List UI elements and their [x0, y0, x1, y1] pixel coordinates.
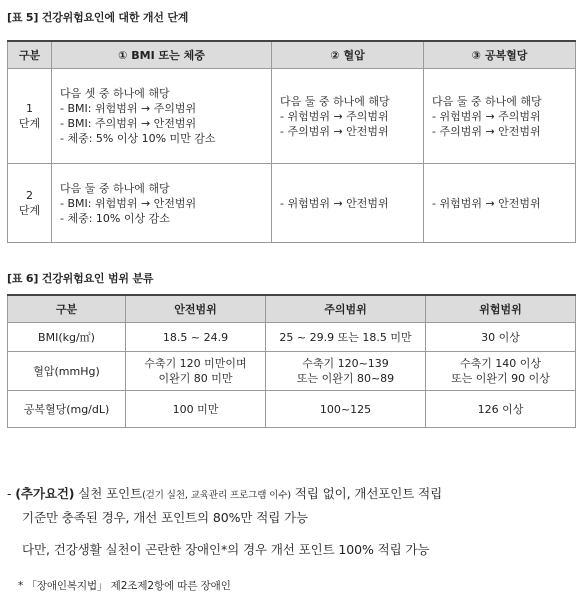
bp-cell [272, 164, 424, 243]
table6-caption: [표 6] 건강위험요인 범위 분류 [7, 272, 154, 285]
table5-header-row [8, 41, 576, 69]
cell-line: - BMI: 주의범위 → 안전범위 [60, 117, 197, 130]
table6-header: 위험범위 [426, 295, 576, 323]
stage-cell [8, 69, 52, 164]
table6-header: 주의범위 [266, 295, 426, 323]
cell-line: 다음 둘 중 하나에 해당 [60, 181, 170, 195]
stage-label: 단계 [18, 204, 41, 217]
danger-cell [426, 391, 576, 428]
caution-cell [266, 352, 426, 391]
cell-line: 30 이상 [481, 330, 520, 344]
table-row [8, 164, 576, 243]
table-row [8, 352, 576, 391]
cell-line: 18.5 ~ 24.9 [162, 330, 229, 344]
cell-line: 다음 둘 중 하나에 해당 [280, 94, 390, 108]
cell-line: 126 이상 [477, 402, 524, 416]
glucose-cell [424, 69, 576, 164]
table5-caption: [표 5] 건강위험요인에 대한 개선 단계 [7, 11, 189, 24]
cell-line: - 체중: 5% 이상 10% 미만 감소 [60, 132, 216, 145]
row-label: BMI(kg/㎡) [8, 323, 126, 352]
safe-cell [126, 391, 266, 428]
safe-cell [126, 352, 266, 391]
table-row [8, 323, 576, 352]
cell-line: 수축기 140 이상 [459, 357, 542, 370]
cell-line: 수축기 120 미만이며 [144, 357, 247, 370]
stage-number: 2 [26, 189, 33, 202]
requirement-label: (추가요건) [15, 486, 75, 501]
note-parenthetical: (걷기 실천, 교육관리 프로그램 이수) [142, 490, 291, 501]
note-line: 다만, 건강생활 실천이 곤란한 장애인*의 경우 개선 포인트 100% 적립 가능 [22, 542, 430, 557]
caution-cell [266, 323, 426, 352]
note-prefix: - [7, 486, 16, 501]
table6-header-row [8, 295, 576, 323]
row-label: 혈압(mmHg) [8, 352, 126, 391]
stage-label: 단계 [18, 117, 41, 130]
note-text: 적립 없이, 개선포인트 적립 [290, 486, 443, 501]
cell-line: 100 미만 [172, 402, 219, 416]
table-row [8, 391, 576, 428]
table5-header: 구분 [8, 41, 52, 69]
cell-line: 다음 셋 중 하나에 해당 [60, 87, 170, 100]
cell-line: - 위험범위 → 안전범위 [280, 196, 389, 210]
table5-header: ① BMI 또는 체중 [52, 41, 272, 69]
note-line: 기준만 충족된 경우, 개선 포인트의 80%만 적립 가능 [22, 510, 308, 525]
table6-header: 구분 [8, 295, 126, 323]
cell-line: - 주의범위 → 안전범위 [280, 124, 389, 138]
bmi-cell [52, 164, 272, 243]
cell-line: 또는 이완기 90 이상 [451, 372, 550, 385]
cell-line: 이완기 80 미만 [158, 372, 233, 385]
row-label: 공복혈당(mg/dL) [8, 391, 126, 428]
cell-line: - 위험범위 → 주의범위 [432, 109, 541, 123]
danger-cell [426, 352, 576, 391]
glucose-cell [424, 164, 576, 243]
danger-cell [426, 323, 576, 352]
cell-line: 또는 이완기 80~89 [296, 372, 395, 385]
table5-header: ③ 공복혈당 [424, 41, 576, 69]
cell-line: - 위험범위 → 주의범위 [280, 109, 389, 123]
bmi-cell [52, 69, 272, 164]
cell-line: 25 ~ 29.9 또는 18.5 미만 [279, 330, 412, 344]
bp-cell [272, 69, 424, 164]
caution-cell [266, 391, 426, 428]
risk-range-table [7, 294, 576, 428]
cell-line: - 위험범위 → 안전범위 [432, 196, 541, 210]
stage-number: 1 [26, 102, 33, 115]
cell-line: - BMI: 위험범위 → 주의범위 [60, 102, 197, 115]
cell-line: - BMI: 위험범위 → 안전범위 [60, 196, 197, 210]
table5-header: ② 혈압 [272, 41, 424, 69]
cell-line: - 주의범위 → 안전범위 [432, 124, 541, 138]
table-row [8, 69, 576, 164]
cell-line: 수축기 120~139 [302, 357, 389, 370]
cell-line: - 체중: 10% 이상 감소 [60, 211, 170, 225]
safe-cell [126, 323, 266, 352]
footnote: * 「장애인복지법」 제2조제2항에 따른 장애인 [18, 580, 231, 592]
stage-cell [8, 164, 52, 243]
improvement-stage-table [7, 40, 576, 243]
note-text: 실천 포인트 [74, 486, 143, 501]
additional-requirement-note [7, 484, 442, 502]
table6-header: 안전범위 [126, 295, 266, 323]
cell-line: 100~125 [319, 402, 372, 416]
cell-line: 다음 둘 중 하나에 해당 [432, 94, 542, 108]
